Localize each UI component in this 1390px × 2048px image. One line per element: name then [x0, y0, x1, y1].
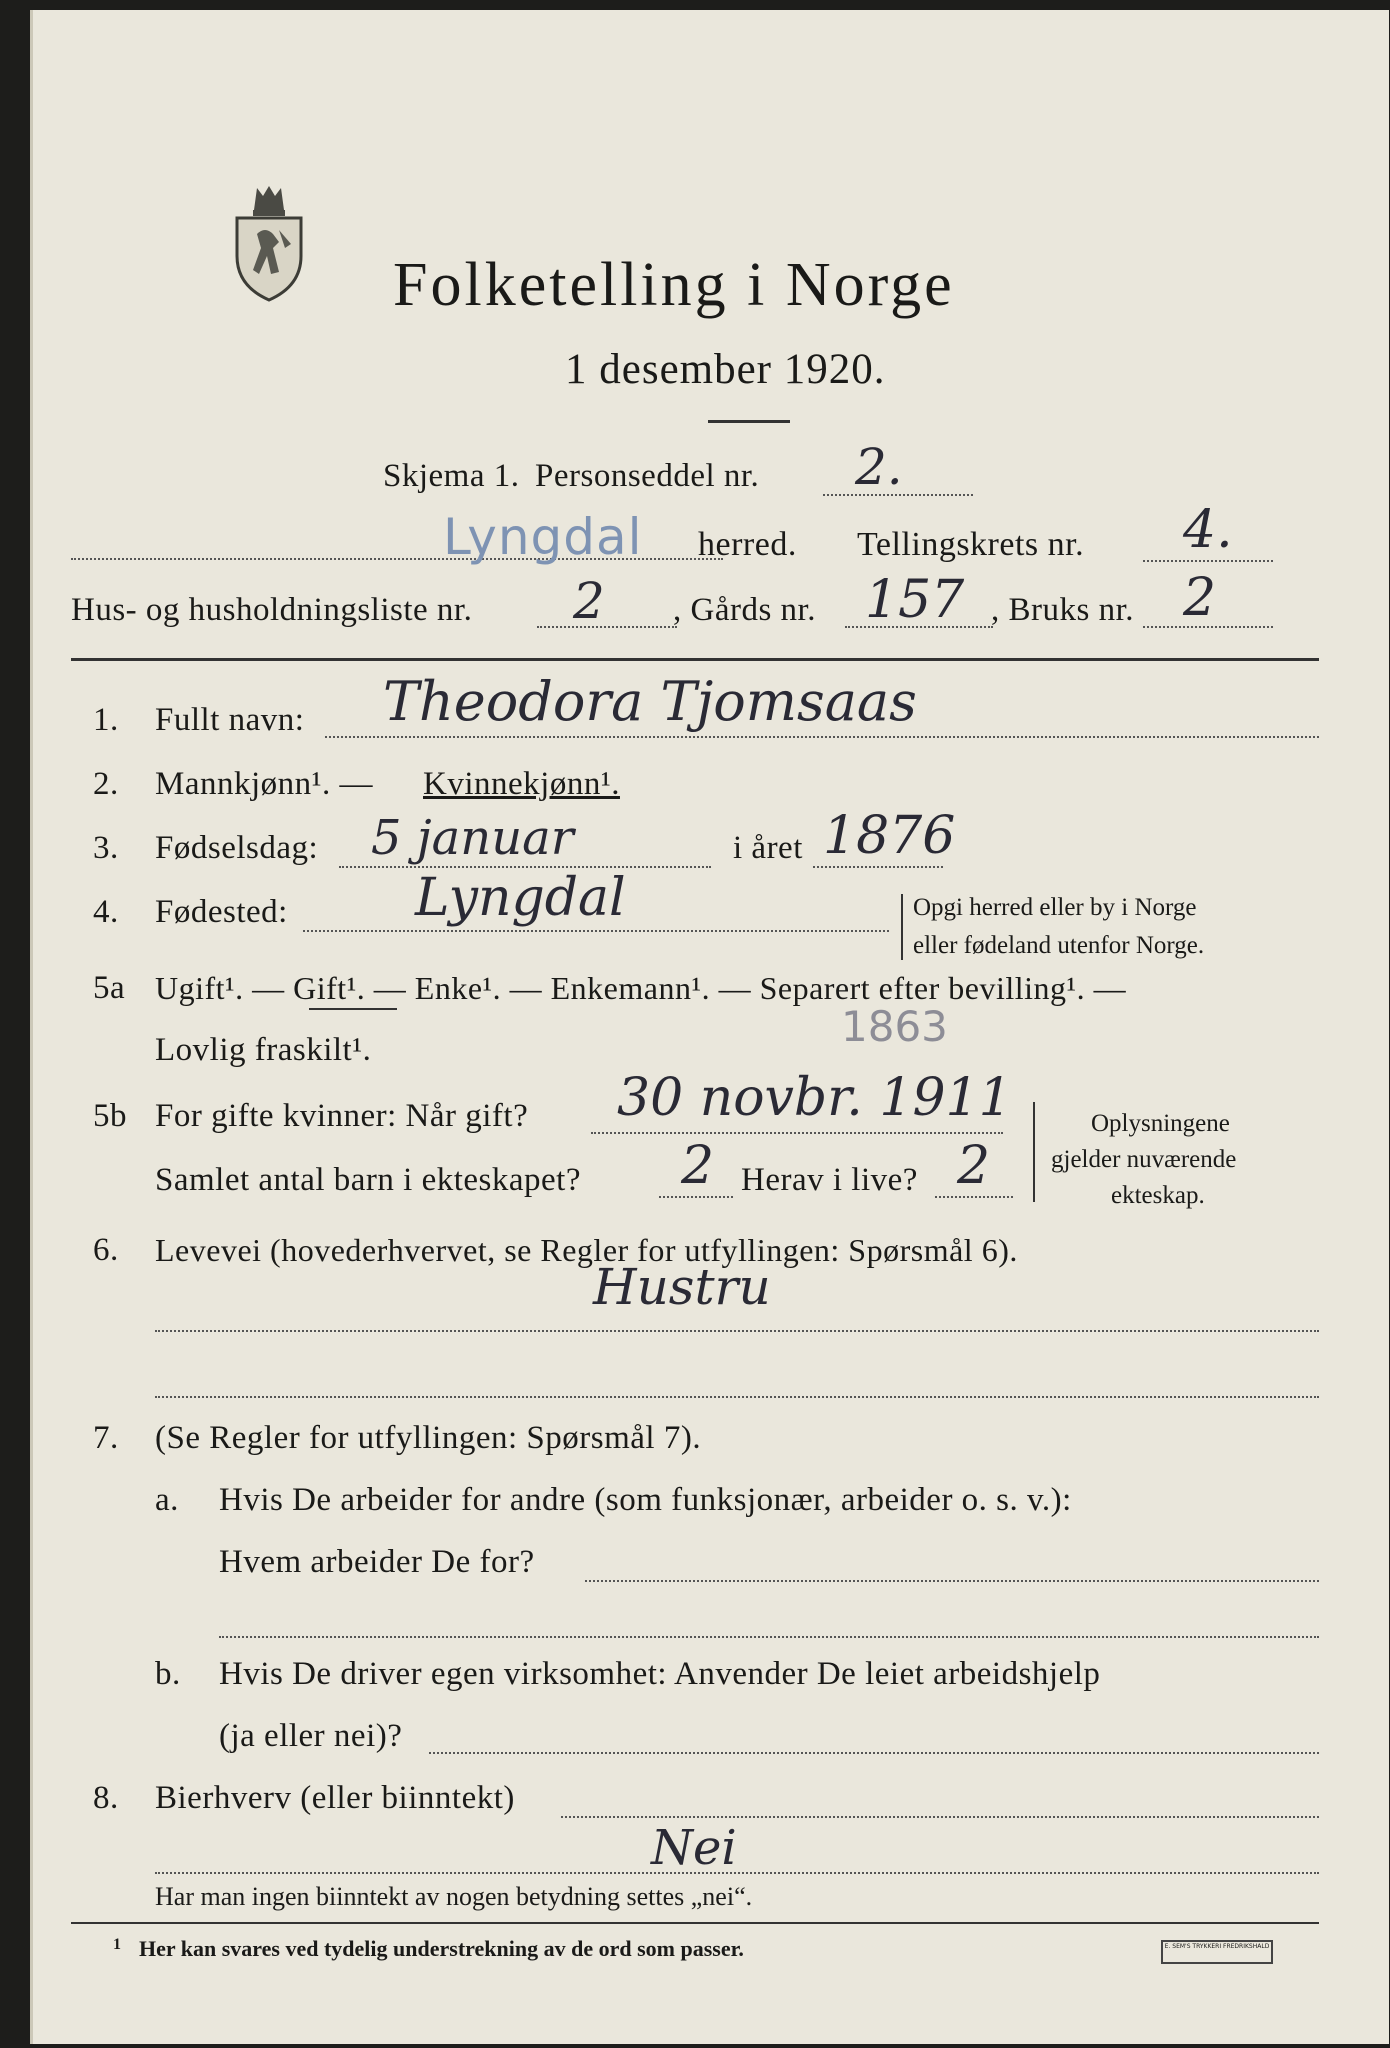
q6-line2 [155, 1396, 1319, 1398]
tellingskrets-label: Tellingskrets nr. [857, 526, 1085, 563]
q5b-children-value: 2 [681, 1136, 715, 1196]
q5b-alive-value: 2 [957, 1136, 991, 1196]
q4-line [303, 930, 889, 932]
q3-number: 3. [93, 830, 119, 866]
q6-label: Levevei (hovederhvervet, se Regler for utfyllingen: Spørsmål 6). [155, 1232, 1018, 1268]
q5b-alive-line [935, 1196, 1013, 1198]
q8-value: Nei [651, 1820, 737, 1876]
q6-line1 [155, 1330, 1319, 1332]
q5a-pencil-note: 1863 [841, 1002, 948, 1051]
q5b-line [591, 1132, 1003, 1134]
q4-label: Fødested: [155, 894, 288, 930]
q4-note-line2: eller fødeland utenfor Norge. [913, 932, 1205, 959]
personseddel-value: 2. [855, 438, 903, 496]
q4-birthplace: Lyngdal [415, 868, 626, 928]
q5b-note-bracket [1033, 1102, 1035, 1202]
printer-mark: E. SEM'S TRYKKERI FREDRIKSHALD [1161, 1940, 1273, 1964]
q7b-letter: b. [155, 1656, 181, 1692]
q6-number: 6. [93, 1232, 119, 1268]
q5a-options: Ugift¹. — Gift¹. — Enke¹. — Enkemann¹. — Separert efter bevilling¹. — [155, 970, 1127, 1006]
footnote-text: Her kan svares ved tydelig understrekning av de ord som passer. [139, 1936, 744, 1961]
q7a-answer-line2 [219, 1636, 1319, 1638]
q1-full-name: Theodora Tjomsaas [383, 670, 917, 733]
q6-occupation: Hustru [593, 1258, 771, 1316]
tellingskrets-value: 4. [1183, 500, 1233, 560]
husholdningsliste-label: Hus- og husholdningsliste nr. [71, 592, 473, 628]
q5b-note-line1: Oplysningene [1091, 1110, 1230, 1137]
q2-number: 2. [93, 766, 119, 802]
header-divider [71, 658, 1319, 661]
q4-note-line1: Opgi herred eller by i Norge [913, 894, 1197, 921]
title-divider [708, 420, 790, 423]
q7-label: (Se Regler for utfyllingen: Spørsmål 7). [155, 1420, 702, 1456]
q5b-number: 5b [93, 1098, 127, 1134]
q5b-note-line3: ekteskap. [1111, 1182, 1205, 1209]
herred-label: herred. [698, 526, 797, 563]
q2-male-option: Mannkjønn¹. — [155, 766, 374, 802]
personseddel-label: Personseddel nr. [535, 458, 760, 494]
q5a-options-line2: Lovlig fraskilt¹. [155, 1032, 372, 1068]
norway-coat-of-arms-icon [229, 182, 309, 302]
bruks-label: , Bruks nr. [991, 592, 1135, 628]
q5a-gift-underline [309, 1008, 397, 1010]
q3-birth-year: 1876 [823, 806, 956, 866]
q7b-line1: Hvis De driver egen virksomhet: Anvender De leiet arbeidshjelp [219, 1656, 1101, 1692]
q4-note-bracket [901, 894, 903, 960]
q7a-line2: Hvem arbeider De for? [219, 1544, 535, 1580]
q5b-label: For gifte kvinner: Når gift? [155, 1098, 529, 1134]
q8-line1 [561, 1816, 1319, 1818]
q7a-answer-line [585, 1580, 1319, 1582]
q3-label: Fødselsdag: [155, 830, 319, 866]
tellingskrets-line [1143, 560, 1273, 562]
schema-label: Skjema 1. [383, 458, 520, 494]
q2-female-option: Kvinnekjønn¹. [423, 766, 620, 802]
q1-number: 1. [93, 702, 119, 738]
q3-year-line [813, 866, 943, 868]
q5a-number: 5a [93, 970, 126, 1006]
husholdningsliste-value: 2 [573, 572, 605, 630]
q7b-answer-line [429, 1752, 1319, 1754]
q5b-children-label: Samlet antal barn i ekteskapet? [155, 1162, 582, 1198]
bruks-value: 2 [1183, 568, 1217, 628]
census-date: 1 desember 1920. [565, 346, 886, 393]
q4-number: 4. [93, 894, 119, 930]
footnote-divider [71, 1922, 1319, 1924]
q5b-marriage-date: 30 novbr. 1911 [617, 1068, 1012, 1128]
form-title: Folketelling i Norge [393, 251, 955, 319]
q3-birthday: 5 januar [371, 810, 574, 866]
q7-number: 7. [93, 1420, 119, 1456]
q3-year-label: i året [733, 830, 803, 866]
q1-label: Fullt navn: [155, 702, 305, 738]
q8-number: 8. [93, 1780, 119, 1816]
q5b-children-line [659, 1196, 733, 1198]
footnote-mark: 1 [113, 1936, 121, 1953]
gards-value: 157 [865, 570, 965, 630]
herred-stamp: Lyngdal [443, 508, 643, 566]
husholdningsliste-line [537, 626, 677, 628]
q8-line2 [155, 1872, 1319, 1874]
q7a-line1: Hvis De arbeider for andre (som funksjonær, arbeider o. s. v.): [219, 1482, 1072, 1518]
gards-label: , Gårds nr. [673, 592, 816, 628]
q7a-letter: a. [155, 1482, 179, 1518]
q7b-line2: (ja eller nei)? [219, 1718, 403, 1754]
census-form-sheet [30, 10, 1389, 2044]
q5b-alive-label: Herav i live? [741, 1162, 918, 1198]
q5b-note-line2: gjelder nuværende [1051, 1146, 1237, 1173]
q8-note: Har man ingen biinntekt av nogen betydning settes „nei“. [155, 1882, 753, 1911]
q1-line [325, 736, 1319, 738]
q8-label: Bierhverv (eller biinntekt) [155, 1780, 515, 1816]
